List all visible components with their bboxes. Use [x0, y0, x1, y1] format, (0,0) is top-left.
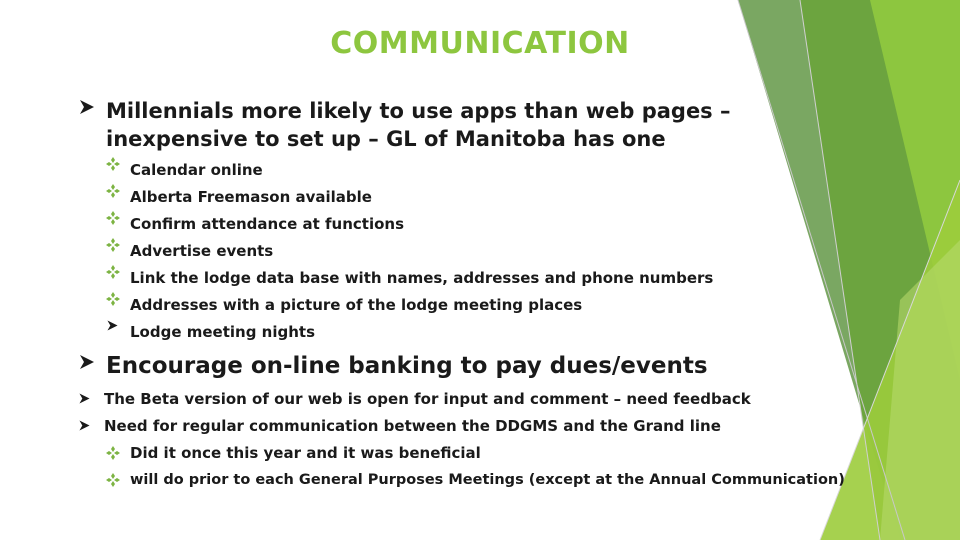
sub-item-text: Calendar online	[130, 161, 263, 179]
four-diamond-bullet-icon	[106, 238, 130, 252]
bullet-item-beta-web	[78, 386, 751, 413]
sub-item-text: Link the lodge data base with names, addresses and phone numbers	[130, 269, 714, 287]
bullet-text-continued: inexpensive to set up – GL of Manitoba has one	[106, 127, 666, 151]
sub-item-text: Addresses with a picture of the lodge meeting places	[130, 296, 583, 314]
sub-item-text: Did it once this year and it was beneficial	[130, 444, 481, 462]
sub-item-confirm-attendance	[106, 211, 404, 238]
four-diamond-bullet-icon	[106, 184, 130, 198]
four-diamond-bullet-icon	[106, 157, 130, 171]
sub-item-text: Lodge meeting nights	[130, 323, 315, 341]
arrowhead-bullet-icon	[106, 319, 130, 332]
bullet-text: Millennials more likely to use apps than web pages –	[106, 99, 731, 123]
four-diamond-bullet-icon	[106, 440, 130, 460]
sub-item-alberta-freemason	[106, 184, 372, 211]
sub-item-advertise-events	[106, 238, 273, 265]
bullet-item-apps	[78, 97, 731, 153]
four-diamond-bullet-icon	[106, 467, 130, 487]
four-diamond-bullet-icon	[106, 211, 130, 225]
arrowhead-bullet-icon	[78, 413, 104, 432]
sub-item-lodge-meeting-nights	[106, 319, 315, 346]
bullet-text: Need for regular communication between the DDGMS and the Grand line	[104, 417, 721, 435]
arrowhead-bullet-icon	[78, 97, 106, 116]
sub-item-did-it-once	[106, 440, 481, 467]
sub-item-text: Advertise events	[130, 242, 274, 260]
slide-title: COMMUNICATION	[330, 26, 630, 61]
bullet-text: Encourage on-line banking to pay dues/events	[106, 353, 708, 379]
bullet-item-online-banking	[78, 352, 708, 380]
four-diamond-bullet-icon	[106, 265, 130, 279]
sub-item-text: will do prior to each General Purposes Meetings (except at the Annual Communication)	[130, 472, 845, 488]
arrowhead-bullet-icon	[78, 386, 104, 405]
sub-item-text: Alberta Freemason available	[130, 188, 372, 206]
bullet-text: The Beta version of our web is open for input and comment – need feedback	[104, 390, 751, 408]
sub-item-general-purposes	[106, 467, 845, 494]
sub-item-text: Confirm attendance at functions	[130, 215, 405, 233]
sub-item-calendar	[106, 157, 263, 184]
sub-item-addresses-picture	[106, 292, 582, 319]
four-diamond-bullet-icon	[106, 292, 130, 306]
bullet-item-regular-communication	[78, 413, 721, 440]
sub-item-link-lodge-database	[106, 265, 713, 292]
arrowhead-bullet-icon	[78, 352, 106, 371]
